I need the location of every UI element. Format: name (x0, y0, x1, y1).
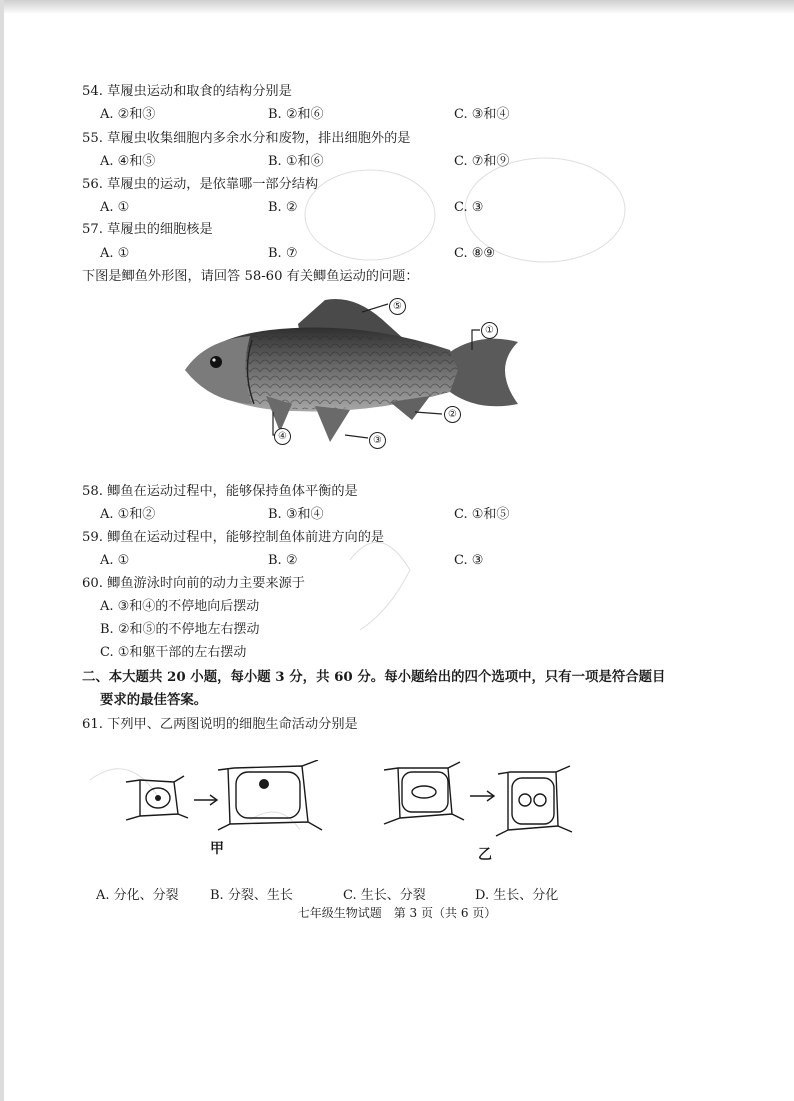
q56-option-b: B. ② (268, 200, 298, 215)
fish-eye (210, 356, 222, 368)
q59-option-c: C. ③ (454, 553, 484, 568)
figure-caption-yi: 乙 (478, 847, 492, 863)
q60-option-b: B. ②和⑤的不停地左右摆动 (100, 622, 260, 637)
fish-figure-intro: 下图是鲫鱼外形图，请回答 58-60 有关鲫鱼运动的问题： (82, 269, 419, 284)
section-2-instructions-line1: 二、本大题共 20 小题，每小题 3 分，共 60 分。每小题给出的四个选项中，只有一项是符合题目 (82, 669, 666, 685)
q60-option-c: C. ①和躯干部的左右摆动 (100, 645, 247, 660)
q57-option-c: C. ⑧⑨ (454, 246, 496, 261)
fish-label-1: ① (481, 322, 498, 339)
q58-option-a: A. ①和② (100, 507, 156, 522)
pelvic-fin (315, 406, 350, 442)
question-61-stem: 61. 下列甲、乙两图说明的细胞生命活动分别是 (82, 717, 358, 732)
q56-option-a: A. ① (100, 200, 130, 215)
question-59-stem: 59. 鲫鱼在运动过程中，能够控制鱼体前进方向的是 (82, 530, 385, 545)
q61-option-d: D. 生长、分化 (475, 888, 559, 903)
question-56-stem: 56. 草履虫的运动，是依靠哪一部分结构 (82, 177, 319, 192)
carp-figure (180, 292, 540, 452)
question-60-stem: 60. 鲫鱼游泳时向前的动力主要来源于 (82, 576, 305, 591)
fish-label-4: ④ (274, 428, 291, 445)
question-58-stem: 58. 鲫鱼在运动过程中，能够保持鱼体平衡的是 (82, 484, 358, 499)
q55-option-c: C. ⑦和⑨ (454, 154, 510, 169)
q54-option-c: C. ③和④ (454, 107, 510, 122)
q55-option-a: A. ④和⑤ (100, 154, 156, 169)
q61-option-b: B. 分裂、生长 (210, 888, 293, 903)
q57-option-b: B. ⑦ (268, 246, 298, 261)
figure-caption-jia: 甲 (210, 841, 224, 857)
q57-option-a: A. ① (100, 246, 130, 261)
q59-option-b: B. ② (268, 553, 298, 568)
q54-option-b: B. ②和⑥ (268, 107, 324, 122)
question-55-stem: 55. 草履虫收集细胞内多余水分和废物，排出细胞外的是 (82, 131, 411, 146)
fish-label-5: ⑤ (389, 298, 406, 315)
section-2-instructions-line2: 要求的最佳答案。 (100, 692, 208, 708)
fish-label-2: ② (444, 406, 461, 423)
cell-figure-right (380, 760, 580, 840)
page-footer: 七年级生物试题 第 3 页（共 6 页） (297, 906, 497, 920)
cell-figure-left (122, 760, 332, 832)
q59-option-a: A. ① (100, 553, 130, 568)
q58-option-c: C. ①和⑤ (454, 507, 510, 522)
question-54-stem: 54. 草履虫运动和取食的结构分别是 (82, 84, 292, 99)
question-57-stem: 57. 草履虫的细胞核是 (82, 222, 213, 237)
q58-option-b: B. ③和④ (268, 507, 324, 522)
q55-option-b: B. ①和⑥ (268, 154, 324, 169)
fish-label-3: ③ (369, 432, 386, 449)
q61-option-c: C. 生长、分裂 (343, 888, 426, 903)
q56-option-c: C. ③ (454, 200, 484, 215)
q60-option-a: A. ③和④的不停地向后摆动 (100, 599, 260, 614)
caudal-fin (450, 339, 518, 407)
q54-option-a: A. ②和③ (100, 107, 156, 122)
q61-option-a: A. 分化、分裂 (96, 888, 179, 903)
